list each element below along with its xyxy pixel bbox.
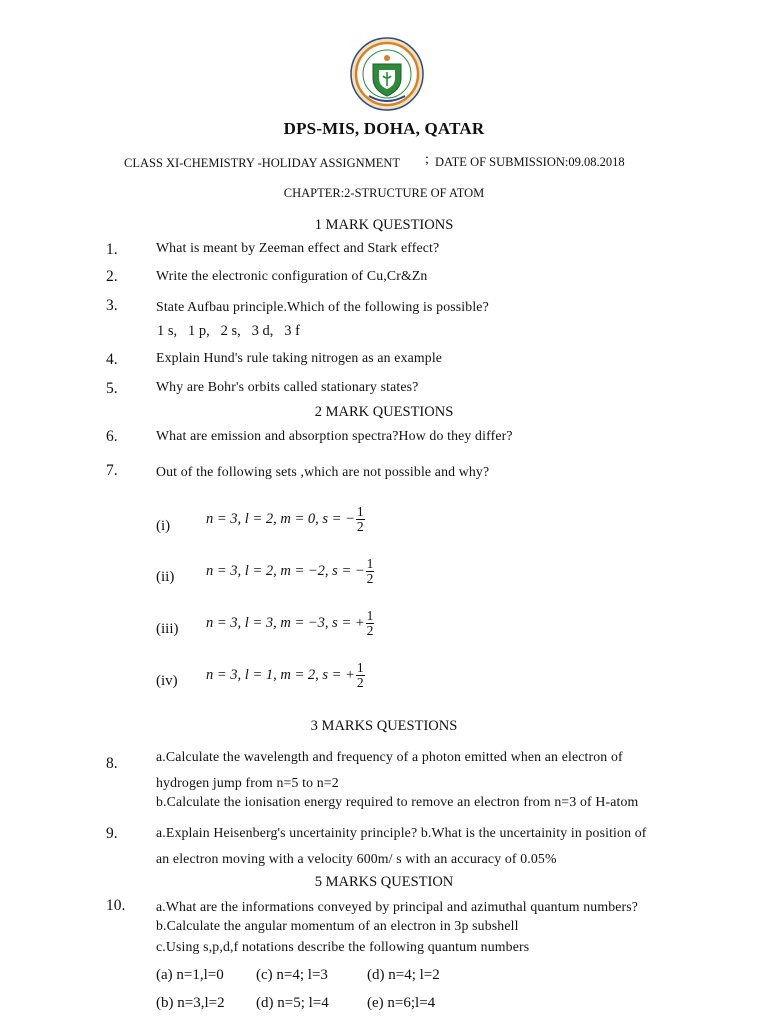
section-2-mark: 2 MARK QUESTIONS xyxy=(314,404,454,420)
question-7-text: Out of the following sets ,which are not possible and why? xyxy=(156,464,490,479)
set-i-label: (i) xyxy=(156,518,171,534)
question-6-number: 6. xyxy=(106,428,118,445)
question-10-line-1: a.What are the informations conveyed by principal and azimuthal quantum numbers? xyxy=(156,899,639,914)
question-3-text: State Aufbau principle.Which of the following is possible? xyxy=(156,299,489,314)
set-i-num: 1 xyxy=(356,504,364,519)
question-4-text: Explain Hund's rule taking nitrogen as an example xyxy=(156,350,443,365)
school-emblem-logo xyxy=(349,36,425,112)
school-title: DPS-MIS, DOHA, QATAR xyxy=(283,119,485,138)
set-i-n: n = 3, xyxy=(206,511,242,527)
question-4-number: 4. xyxy=(106,351,118,368)
question-10-line-3: c.Using s,p,d,f notations describe the following quantum numbers xyxy=(156,939,530,954)
set-iii-den: 2 xyxy=(366,623,374,639)
set-iii-l: l = 3, xyxy=(244,615,277,631)
question-10-line-2: b.Calculate the angular momentum of an electron in 3p subshell xyxy=(156,918,519,933)
set-iv-m: m = 2, xyxy=(280,667,319,683)
set-iv-l: l = 1, xyxy=(244,667,277,683)
set-i-m: m = 0, xyxy=(280,511,319,527)
section-1-mark: 1 MARK QUESTIONS xyxy=(314,217,454,233)
set-ii-m: m = −2, xyxy=(280,563,329,579)
qn-d2: (d) n=5; l=4 xyxy=(256,995,329,1011)
set-ii-label: (ii) xyxy=(156,569,175,585)
set-ii-num: 1 xyxy=(366,556,374,571)
set-iii-label: (iii) xyxy=(156,621,179,637)
set-iv-den: 2 xyxy=(356,675,364,691)
question-2-number: 2. xyxy=(106,268,118,285)
question-7-number: 7. xyxy=(106,462,118,479)
question-9-number: 9. xyxy=(106,825,118,842)
question-8-number: 8. xyxy=(106,755,118,772)
submission-date: DATE OF SUBMISSION:09.08.2018 xyxy=(435,155,625,169)
set-ii-den: 2 xyxy=(366,571,374,587)
set-iii-m: m = −3, xyxy=(280,615,329,631)
set-i-l: l = 2, xyxy=(244,511,277,527)
set-iii-n: n = 3, xyxy=(206,615,242,631)
header-separator: ; xyxy=(425,152,429,167)
question-9-line-2: an electron moving with a velocity 600m/ s with an accuracy of 0.05% xyxy=(156,851,557,866)
set-iii-num: 1 xyxy=(366,608,374,623)
qn-c: (c) n=4; l=3 xyxy=(256,967,328,983)
question-3-number: 3. xyxy=(106,297,118,314)
qn-a: (a) n=1,l=0 xyxy=(156,967,224,983)
question-5-number: 5. xyxy=(106,380,118,397)
question-9-line-1: a.Explain Heisenberg's uncertainity principle? b.What is the uncertainity in position of xyxy=(156,825,647,840)
set-iv-s: s = + xyxy=(322,667,355,683)
set-iii-equation xyxy=(206,609,374,638)
qn-d1: (d) n=4; l=2 xyxy=(367,967,440,983)
question-8-line-2: hydrogen jump from n=5 to n=2 xyxy=(156,775,339,790)
set-iv-equation xyxy=(206,661,365,690)
set-ii-n: n = 3, xyxy=(206,563,242,579)
orbital-options: 1 s, 1 p, 2 s, 3 d, 3 f xyxy=(157,323,300,339)
set-i-equation xyxy=(206,505,365,534)
qn-b: (b) n=3,l=2 xyxy=(156,995,225,1011)
section-5-marks: 5 MARKS QUESTION xyxy=(314,874,454,890)
section-3-marks: 3 MARKS QUESTIONS xyxy=(310,718,458,734)
set-iv-n: n = 3, xyxy=(206,667,242,683)
set-ii-s: s = − xyxy=(332,563,365,579)
set-iv-num: 1 xyxy=(356,660,364,675)
qn-e: (e) n=6;l=4 xyxy=(367,995,436,1011)
set-i-den: 2 xyxy=(356,519,364,535)
question-10-number: 10. xyxy=(106,897,126,914)
question-6-text: What are emission and absorption spectra?How do they differ? xyxy=(156,428,513,443)
chapter-title: CHAPTER:2-STRUCTURE OF ATOM xyxy=(283,186,485,200)
assignment-title: CLASS XI-CHEMISTRY -HOLIDAY ASSIGNMENT xyxy=(124,156,401,170)
set-i-s: s = − xyxy=(322,511,355,527)
question-1-number: 1. xyxy=(106,241,118,258)
set-ii-l: l = 2, xyxy=(244,563,277,579)
question-8-line-3: b.Calculate the ionisation energy required to remove an electron from n=3 of H-atom xyxy=(156,794,639,809)
question-2-text: Write the electronic configuration of Cu,Cr&Zn xyxy=(156,268,428,283)
question-8-line-1: a.Calculate the wavelength and frequency of a photon emitted when an electron of xyxy=(156,749,623,764)
question-1-text: What is meant by Zeeman effect and Stark effect? xyxy=(156,240,440,255)
set-iv-label: (iv) xyxy=(156,673,178,689)
question-5-text: Why are Bohr's orbits called stationary states? xyxy=(156,379,419,394)
set-iii-s: s = + xyxy=(332,615,365,631)
set-ii-equation xyxy=(206,557,374,586)
